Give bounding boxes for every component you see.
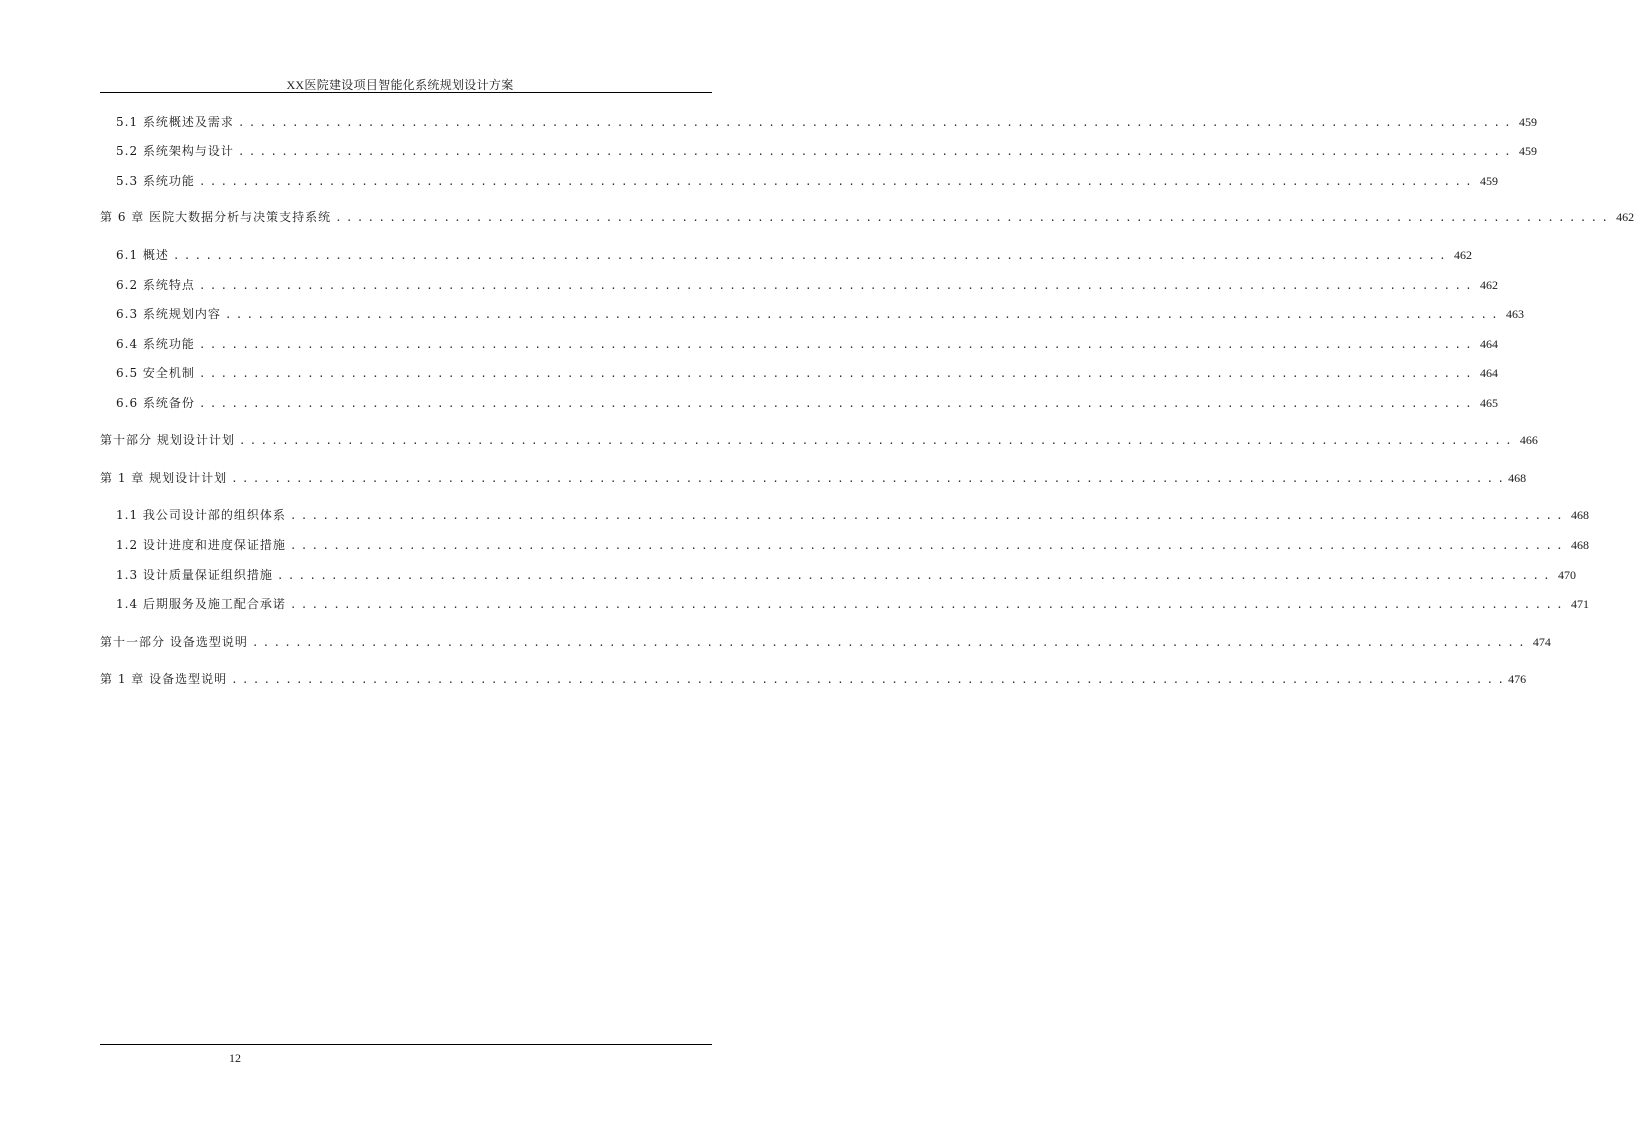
toc-entry[interactable] <box>100 470 1527 487</box>
toc-entry-label: 第 1 章 设备选型说明 <box>100 672 228 686</box>
toc-entry-label: 5.2 系统架构与设计 <box>116 144 234 158</box>
toc-entry-label: 第十一部分 设备选型说明 <box>100 635 248 649</box>
toc-entry-page: 468 <box>1570 538 1589 552</box>
toc-entry-label: 6.5 安全机制 <box>116 366 195 380</box>
toc-entry-label: 6.2 系统特点 <box>116 278 195 292</box>
toc-entry-label: 6.6 系统备份 <box>116 396 195 410</box>
toc-dot-leader: ...................................................................................................................... <box>238 434 1516 447</box>
toc-entry[interactable] <box>116 306 1524 323</box>
toc-entry-page: 474 <box>1532 635 1551 649</box>
toc-dot-leader: ...................................................................................................................... <box>198 175 1476 188</box>
toc-entry[interactable] <box>100 634 1551 651</box>
toc-dot-leader: ...................................................................................................................... <box>224 308 1502 321</box>
toc-entry-page: 471 <box>1570 597 1589 611</box>
toc-dot-leader: ...................................................................................................................... <box>237 116 1515 129</box>
toc-entry[interactable] <box>116 114 1537 131</box>
toc-dot-leader: ...................................................................................................................... <box>251 636 1529 649</box>
toc-entry-label: 1.1 我公司设计部的组织体系 <box>116 508 286 522</box>
toc-entry-label: 6.1 概述 <box>116 248 169 262</box>
toc-dot-leader: ...................................................................................................................... <box>289 539 1567 552</box>
toc-entry-page: 462 <box>1479 278 1498 292</box>
toc-dot-leader: ...................................................................................................................... <box>198 338 1476 351</box>
page-number: 12 <box>229 1051 241 1065</box>
toc-entry-label: 第 1 章 规划设计计划 <box>100 471 228 485</box>
toc-entry[interactable] <box>100 671 1527 688</box>
toc-entry-page: 459 <box>1479 174 1498 188</box>
toc-entry[interactable] <box>116 395 1498 412</box>
toc-entry-page: 468 <box>1570 508 1589 522</box>
toc-entry-label: 第 6 章 医院大数据分析与决策支持系统 <box>100 210 332 224</box>
toc-entry-page: 463 <box>1505 307 1524 321</box>
toc-entry[interactable] <box>116 365 1498 382</box>
toc-dot-leader: ...................................................................................................................... <box>172 249 1450 262</box>
toc-entry[interactable] <box>116 143 1537 160</box>
toc-entry-page: 464 <box>1479 366 1498 380</box>
toc-entry[interactable] <box>100 432 1538 449</box>
toc-dot-leader: ...................................................................................................................... <box>289 598 1567 611</box>
toc-entry[interactable] <box>116 277 1498 294</box>
toc-entry-label: 5.1 系统概述及需求 <box>116 115 234 129</box>
toc-entry[interactable] <box>116 173 1498 190</box>
toc-entry-page: 462 <box>1453 248 1472 262</box>
toc-entry[interactable] <box>100 209 1634 226</box>
toc-entry-label: 5.3 系统功能 <box>116 174 195 188</box>
toc-dot-leader: ...................................................................................................................... <box>198 279 1476 292</box>
toc-entry-page: 459 <box>1518 115 1537 129</box>
toc-entry-page: 476 <box>1508 672 1527 686</box>
toc-dot-leader: ...................................................................................................................... <box>231 472 1509 485</box>
toc-entry-page: 470 <box>1557 568 1576 582</box>
toc-dot-leader: ...................................................................................................................... <box>289 509 1567 522</box>
toc-entry-page: 462 <box>1616 210 1634 224</box>
toc-entry-label: 1.4 后期服务及施工配合承诺 <box>116 597 286 611</box>
toc-entry-page: 468 <box>1508 471 1527 485</box>
toc-dot-leader: ...................................................................................................................... <box>198 367 1476 380</box>
toc-entry-label: 6.4 系统功能 <box>116 337 195 351</box>
toc-entry[interactable] <box>116 507 1589 524</box>
toc-entry-page: 459 <box>1518 144 1537 158</box>
toc-entry-label: 1.2 设计进度和进度保证措施 <box>116 538 286 552</box>
toc-entry-page: 466 <box>1519 433 1538 447</box>
toc-entry[interactable] <box>116 537 1589 554</box>
toc-entry-page: 464 <box>1479 337 1498 351</box>
toc-entry-label: 1.3 设计质量保证组织措施 <box>116 568 273 582</box>
page-header-title: XX医院建设项目智能化系统规划设计方案 <box>286 78 514 92</box>
toc-entry-label: 6.3 系统规划内容 <box>116 307 221 321</box>
toc-dot-leader: ...................................................................................................................... <box>231 673 1509 686</box>
footer-divider <box>100 1044 712 1045</box>
toc-entry[interactable] <box>116 336 1498 353</box>
toc-dot-leader: ...................................................................................................................... <box>198 397 1476 410</box>
toc-entry-label: 第十部分 规划设计计划 <box>100 433 235 447</box>
toc-entry[interactable] <box>116 596 1589 613</box>
toc-dot-leader: ...................................................................................................................... <box>276 569 1554 582</box>
toc-dot-leader: ...................................................................................................................... <box>335 211 1613 224</box>
toc-entry-page: 465 <box>1479 396 1498 410</box>
toc-dot-leader: ...................................................................................................................... <box>237 145 1515 158</box>
toc-entry[interactable] <box>116 247 1472 264</box>
toc-entry[interactable] <box>116 567 1576 584</box>
